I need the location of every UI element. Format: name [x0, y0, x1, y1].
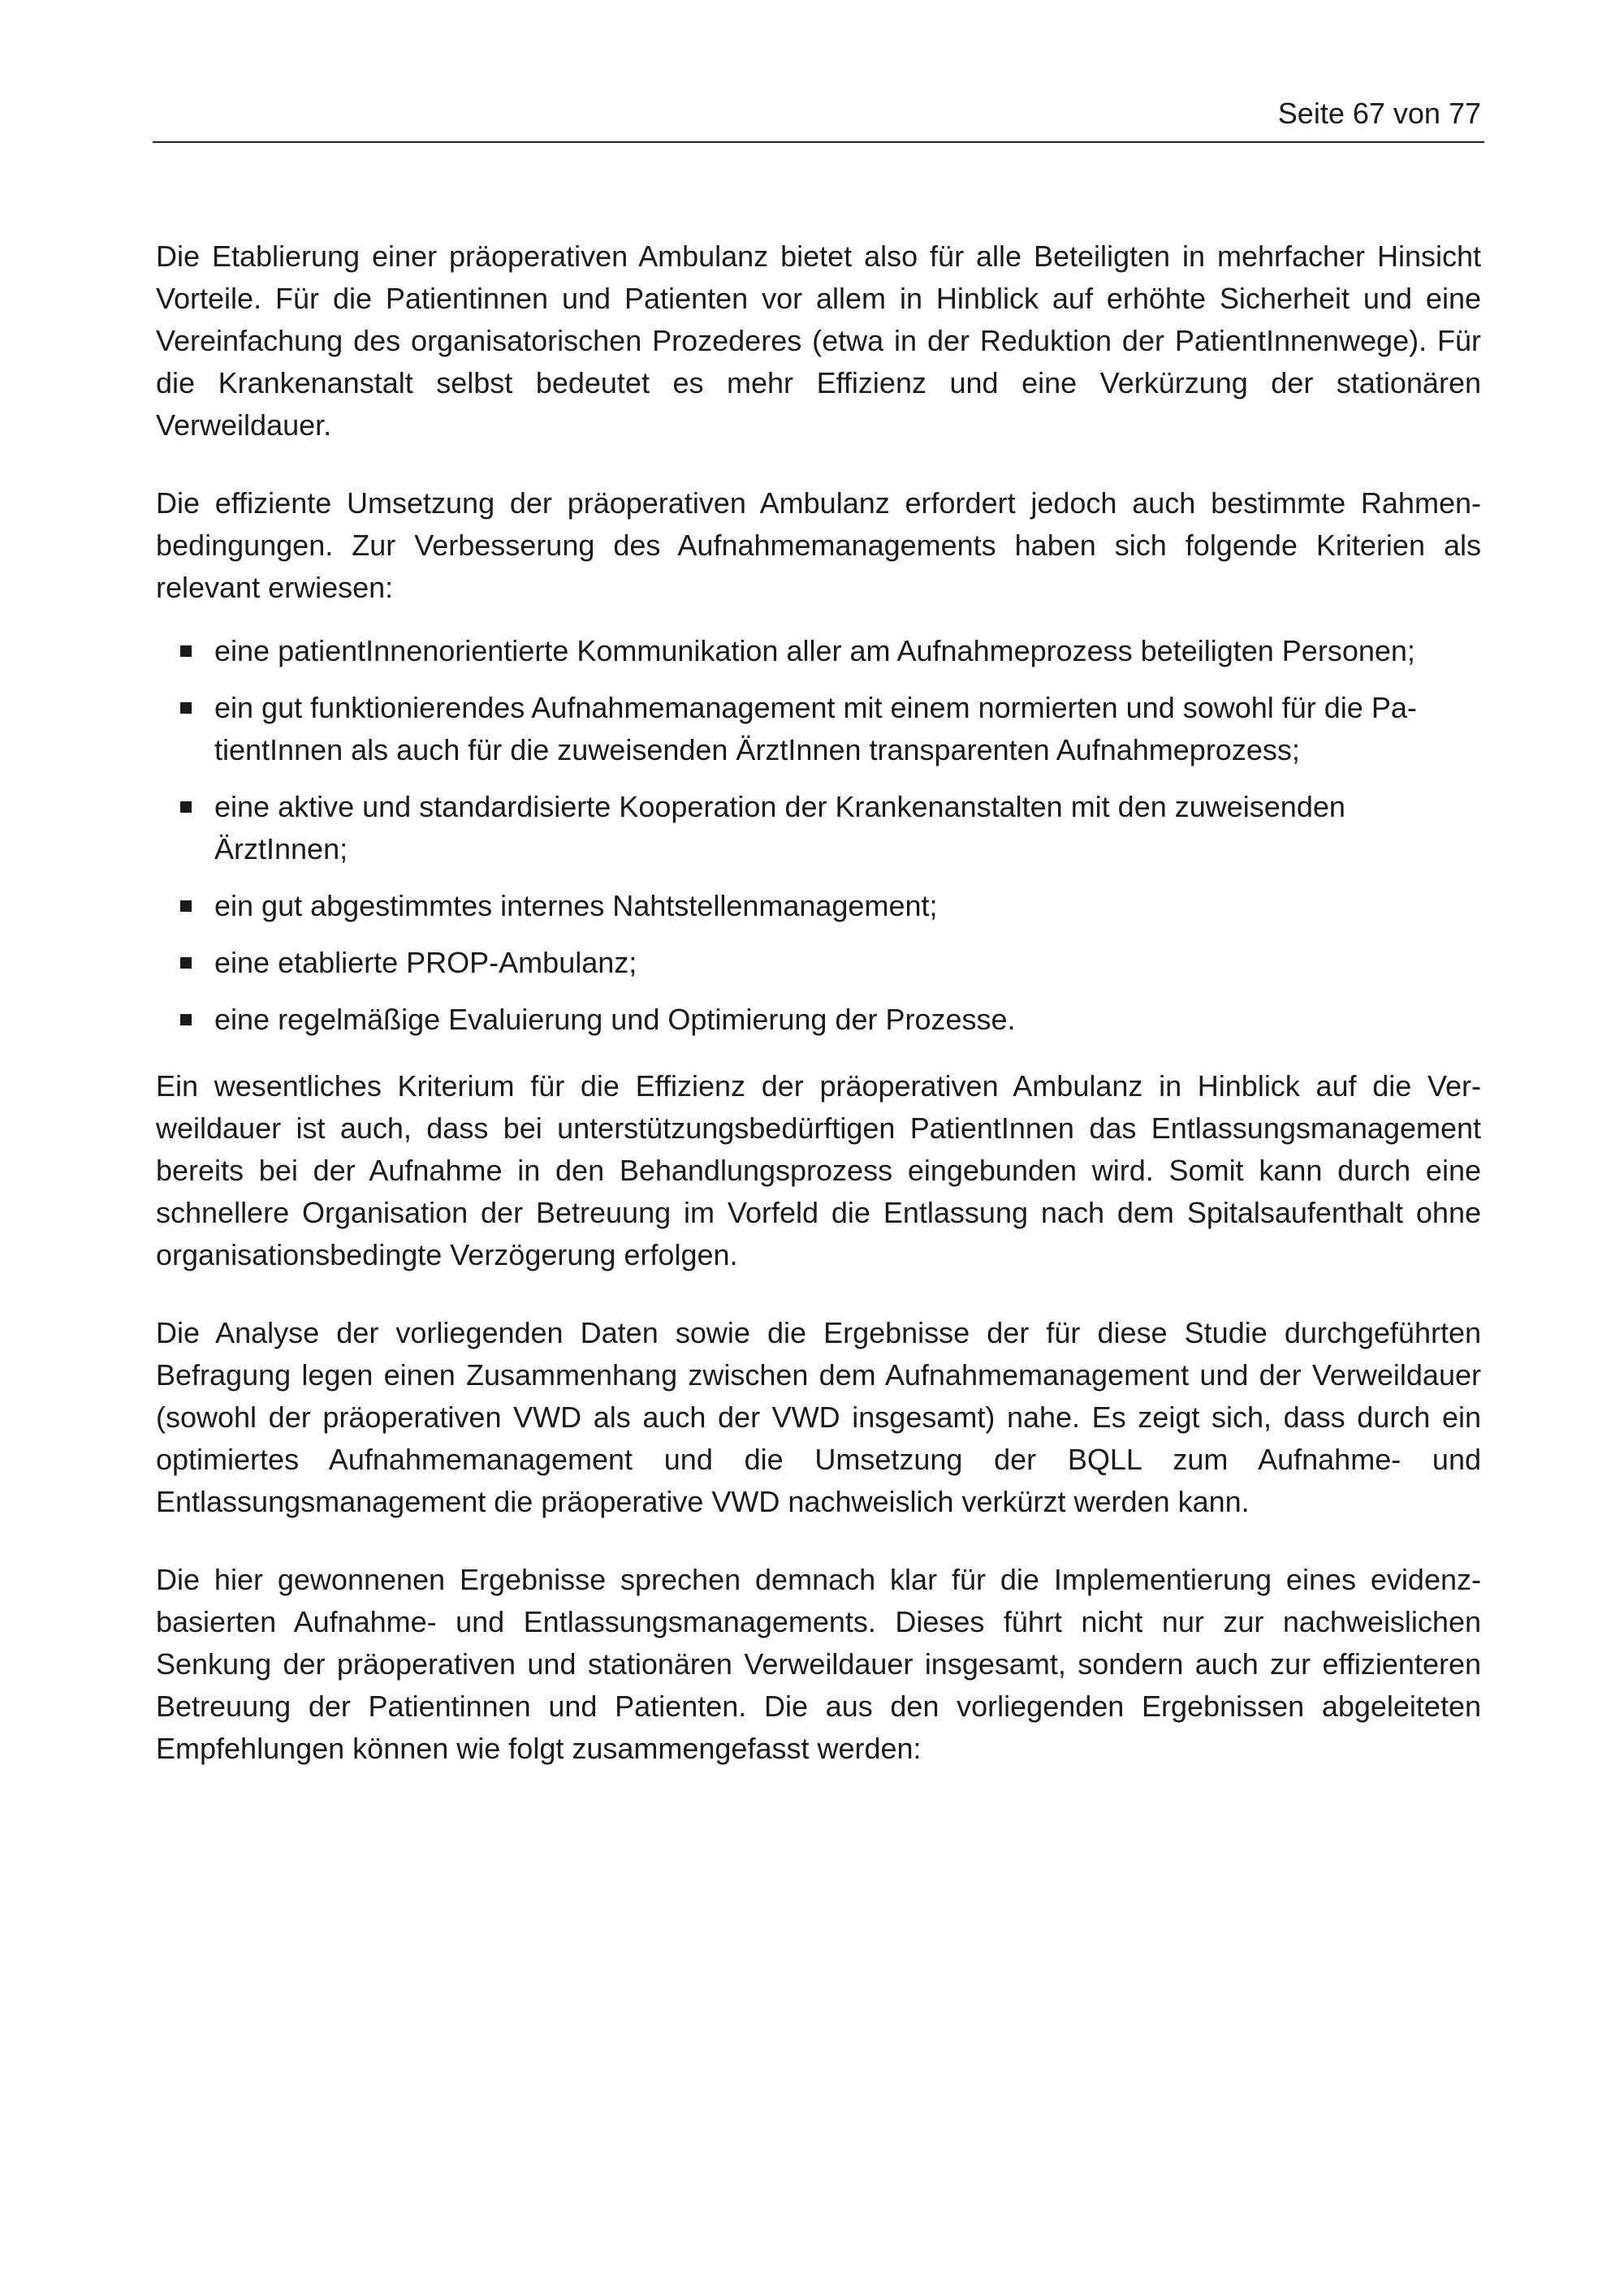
list-item-text: eine regelmäßige Evaluierung und Optimierung der Prozesse. [214, 1003, 1016, 1036]
page-header [153, 96, 1484, 143]
paragraph-advantages: Die Etablierung einer präoperativen Ambulanz bietet also für alle Beteiligten in mehrfacher Hinsicht Vorteile. Für die Patientinnen und Patienten vor allem in Hinblick auf erhöhte Sicherheit und eine Vereinfachung des organisatorischen Prozederes (etwa in der Reduktion der PatientInnenwege). Für die Krankenanstalt selbst bedeutet es mehr Effizienz und eine Verkürzung der stationären Verweildauer. [156, 240, 1481, 442]
list-item [156, 999, 1481, 1041]
list-item [156, 630, 1481, 672]
paragraph-recommendations: Die hier gewonnenen Ergebnisse sprechen demnach klar für die Implementierung eines evidenzbasierten Aufnahme- und Entlassungsmanagements. Dieses führt nicht nur zur nachweislichen Senkung der präoperativen und stationären Verweildauer insgesamt, sondern auch zur effizienteren Betreuung der Patientinnen und Patienten. Die aus den vorliegenden Ergebnissen abgeleiteten Empfehlungen können wie folgt zusammengefasst werden: [156, 1563, 1481, 1765]
list-item-text: eine aktive und standardisierte Kooperation der Krankenanstalten mit den zuweisenden ÄrztInnen; [214, 790, 1345, 865]
list-item [156, 942, 1481, 984]
square-bullet-icon [180, 702, 192, 714]
square-bullet-icon [180, 801, 192, 813]
page-number: Seite 67 von 77 [1277, 97, 1481, 130]
criteria-list [156, 630, 1481, 1041]
square-bullet-icon [180, 957, 192, 969]
paragraph-analysis: Die Analyse der vorliegenden Daten sowie die Ergebnisse der für diese Studie durchgeführten Befragung legen einen Zusammenhang zwischen dem Aufnahmemanagement und der Verweildauer (sowohl der präoperativen VWD als auch der VWD insgesamt) nahe. Es zeigt sich, dass durch ein optimiertes Aufnahmemanagement und die Umsetzung der BQLL zum Aufnahme- und Entlassungsmanagement die präoperative VWD nachweislich verkürzt werden kann. [156, 1316, 1481, 1518]
list-item-text: eine patientInnenorientierte Kommunikation aller am Aufnahmeprozess beteiligten Personen; [214, 634, 1415, 667]
list-item [156, 687, 1481, 771]
paragraph-discharge-criterion: Ein wesentliches Kriterium für die Effizienz der präoperativen Ambulanz in Hinblick auf die Verweildauer ist auch, dass bei unterstützungsbedürftigen PatientInnen das Entlassungsmanagement bereits bei der Aufnahme in den Behandlungsprozess eingebunden wird. Somit kann durch eine schnellere Organisation der Betreuung im Vorfeld die Entlassung nach dem Spitalsaufenthalt ohne organisationsbedingte Verzögerung erfolgen. [156, 1069, 1481, 1271]
list-item [156, 786, 1481, 870]
paragraph-requirements: Die effiziente Umsetzung der präoperativen Ambulanz erfordert jedoch auch bestimmte Rahmenbedingungen. Zur Verbesserung des Aufnahmemanagements haben sich folgende Kriterien als relevant erwiesen: [156, 486, 1481, 604]
list-item-text: ein gut funktionierendes Aufnahmemanagement mit einem normierten und sowohl für die PatientInnen als auch für die zuweisenden ÄrztInnen transparenten Aufnahmeprozess; [214, 691, 1417, 766]
list-item [156, 885, 1481, 927]
document-body [156, 235, 1481, 1806]
list-item-text: ein gut abgestimmtes internes Nahtstellenmanagement; [214, 889, 938, 922]
square-bullet-icon [180, 900, 192, 912]
square-bullet-icon [180, 645, 192, 657]
square-bullet-icon [180, 1014, 192, 1025]
list-item-text: eine etablierte PROP-Ambulanz; [214, 946, 637, 979]
